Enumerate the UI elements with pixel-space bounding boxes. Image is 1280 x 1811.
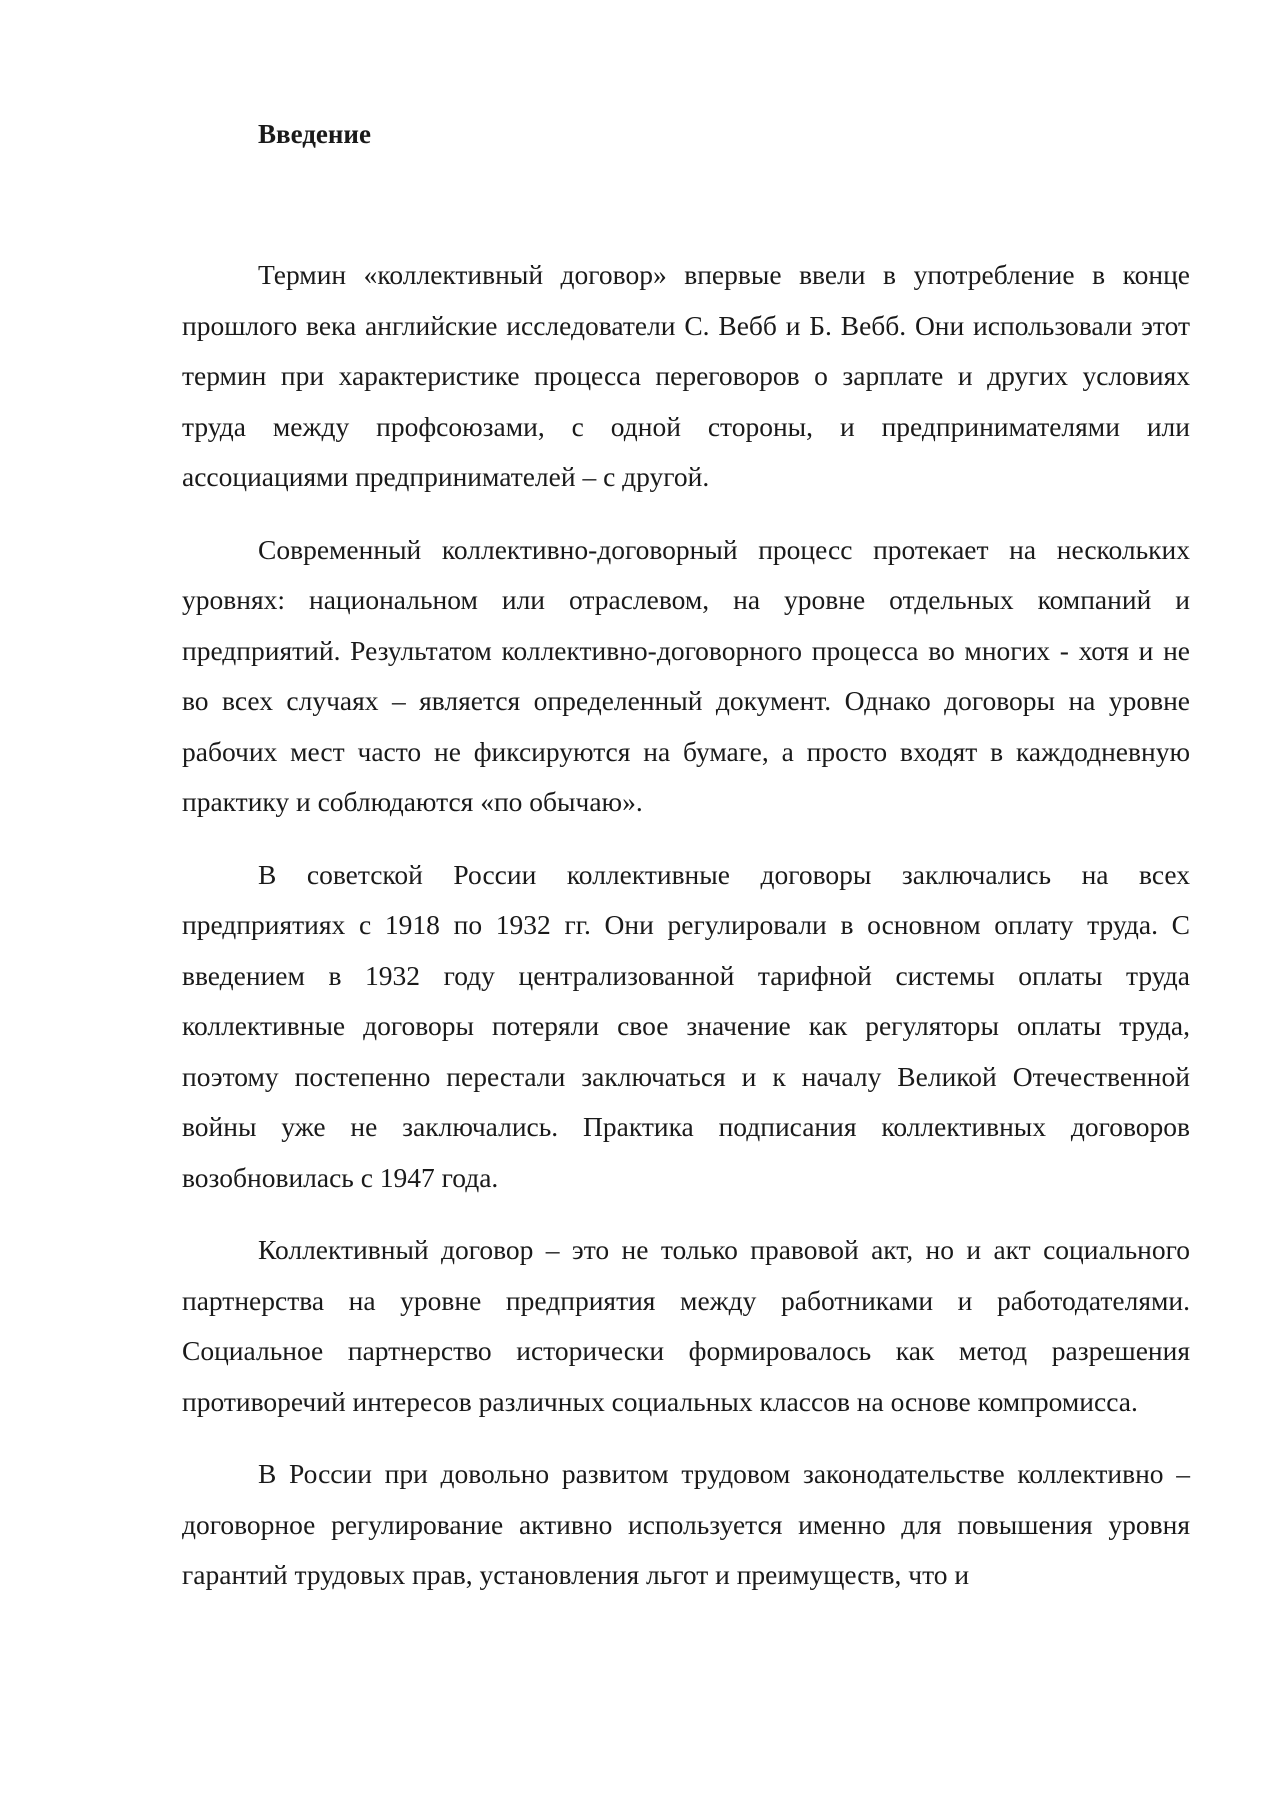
paragraph-term-origin: Термин «коллективный договор» впервые ввели в употребление в конце прошлого века английские исследователи С. Вебб и Б. Вебб. Они использовали этот термин при характеристике процесса переговоров о зарплате и других условиях труда между профсоюзами, с одной стороны, и предпринимателями или ассоциациями предпринимателей – с другой.	[182, 259, 1190, 492]
paragraph-russia-regulation: В России при довольно развитом трудовом законодательстве коллективно – договорное регулирование активно используется именно для повышения уровня гарантий трудовых прав, установления льгот и преимуществ, что и	[182, 1458, 1190, 1590]
paragraph-social-partnership: Коллективный договор – это не только правовой акт, но и акт социального партнерства на уровне предприятия между работниками и работодателями. Социальное партнерство исторически формировалось как метод разрешения противоречий интересов различных социальных классов на основе компромисса.	[182, 1234, 1190, 1417]
document-page	[182, 118, 1190, 1623]
page-title: Введение	[258, 119, 371, 149]
document-body	[182, 250, 1190, 1601]
paragraph-modern-process: Современный коллективно-договорный процесс протекает на нескольких уровнях: национальном или отраслевом, на уровне отдельных компаний и предприятий. Результатом коллективно-договорного процесса во многих - хотя и не во всех случаях – является определенный документ. Однако договоры на уровне рабочих мест часто не фиксируются на бумаге, а просто входят в каждодневную практику и соблюдаются «по обычаю».	[182, 533, 1190, 817]
paragraph-soviet-history: В советской России коллективные договоры заключались на всех предприятиях с 1918 по 1932 гг. Они регулировали в основном оплату труда. С введением в 1932 году централизованной тарифной системы оплаты труда коллективные договоры потеряли свое значение как регуляторы оплаты труда, поэтому постепенно перестали заключаться и к началу Великой Отечественной войны уже не заключались. Практика подписания коллективных договоров возобновилась с 1947 года.	[182, 858, 1190, 1193]
